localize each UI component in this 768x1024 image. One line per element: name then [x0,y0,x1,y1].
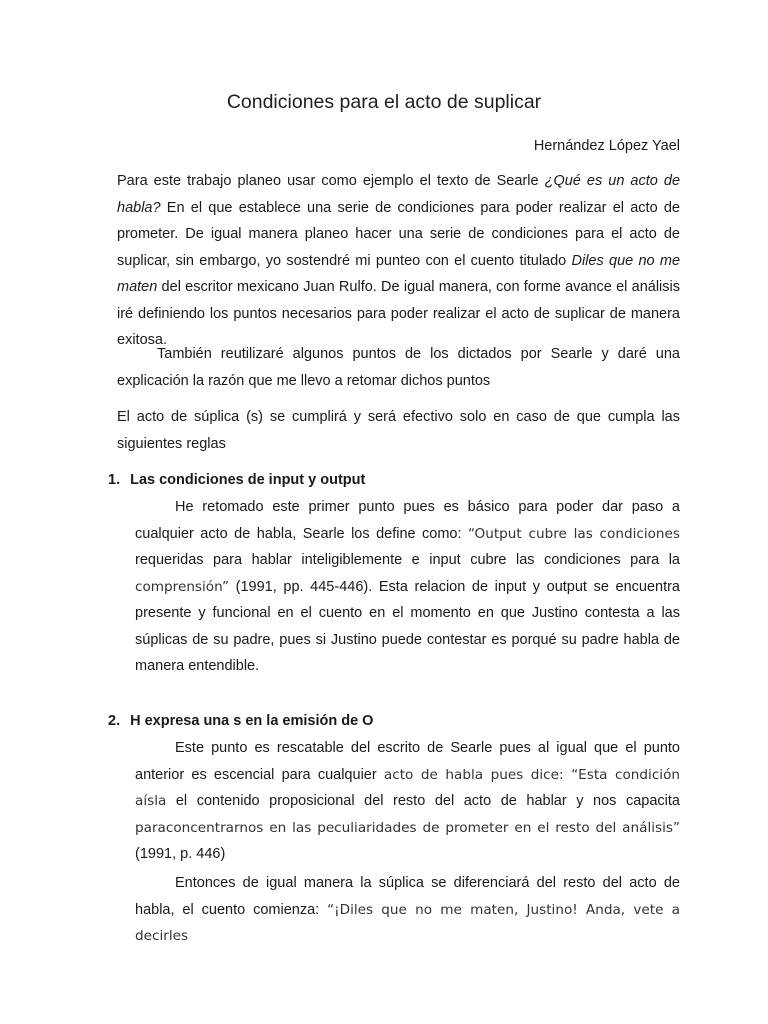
section-title: Las condiciones de input y output [130,472,366,488]
section-text: Este punto es rescatable del escrito de Searle pues al igual que el punto anterior es escencial para cualquier [135,740,680,783]
section-text: el contenido proposicional del resto del acto de hablar y nos capacita [166,793,680,809]
intro-text: El acto de súplica (s) se cumplirá y será efectivo solo en caso de que cumpla las siguientes reglas [117,409,680,452]
intro-text: También reutilizaré algunos puntos de los dictados por Searle y daré una explicación la razón que me llevo a retomar dichos puntos [117,346,680,389]
section-1-heading [108,472,365,488]
searle-quote: acto de habla pues dice: “Esta condición aísla [135,766,680,809]
section-2-paragraph-2 [135,870,680,950]
document-title: Condiciones para el acto de suplicar [226,91,542,113]
section-text: (1991, p. 446) [135,846,226,862]
intro-text: En el que establece una serie de condiciones para poder realizar el acto de prometer. De igual manera planeo hacer una serie de condiciones para el acto de suplicar, sin embargo, yo sostendré mi punteo con el cuento titulado [117,199,680,269]
intro-paragraph-3 [117,404,680,457]
section-text: requeridas para hablar inteligiblemente e input cubre las condiciones para la [135,552,680,568]
section-text: (1991, pp. 445-446). Esta relacion de input y output se encuentra presente y funcional en el cuento en el momento en que Justino contesta a las súplicas de su padre, pues si Justino puede contestar es porqué su padre habla de manera entendible. [135,578,680,674]
searle-quote: comprensión” [135,578,230,595]
searle-quote: paraconcentrarnos en las peculiaridades de prometer en el resto del análisis” [135,819,680,836]
author-name: Hernández López Yael [533,138,680,154]
intro-text: del escritor mexicano Juan Rulfo. De igual manera, con forme avance el análisis iré definiendo los puntos necesarios para poder realizar el acto de suplicar de manera exitosa. [117,279,680,348]
intro-paragraph-2 [117,341,680,394]
section-2-paragraph-1 [135,735,680,868]
section-text: He retomado este primer punto pues es básico para poder dar paso a cualquier acto de habla, Searle los define como: [135,499,680,542]
section-number: 1. [108,472,121,488]
intro-paragraph-1 [117,168,680,354]
story-quote: “¡Diles que no me maten, Justino! Anda, vete a decirles [135,901,680,944]
section-text: Entonces de igual manera la súplica se diferenciará del resto del acto de habla, el cuento comienza: [135,875,680,918]
searle-quote: “Output cubre las condiciones [467,525,680,542]
searle-title-italic: ¿Qué es un acto de habla? [117,173,681,216]
rulfo-title-italic: Diles que no me maten [117,252,681,295]
section-number: 2. [108,713,121,729]
section-title: H expresa una s en la emisión de O [130,713,374,729]
section-2-heading [108,713,373,729]
intro-text: Para este trabajo planeo usar como ejemplo el texto de Searle [117,173,545,189]
section-1-paragraph [135,494,680,680]
